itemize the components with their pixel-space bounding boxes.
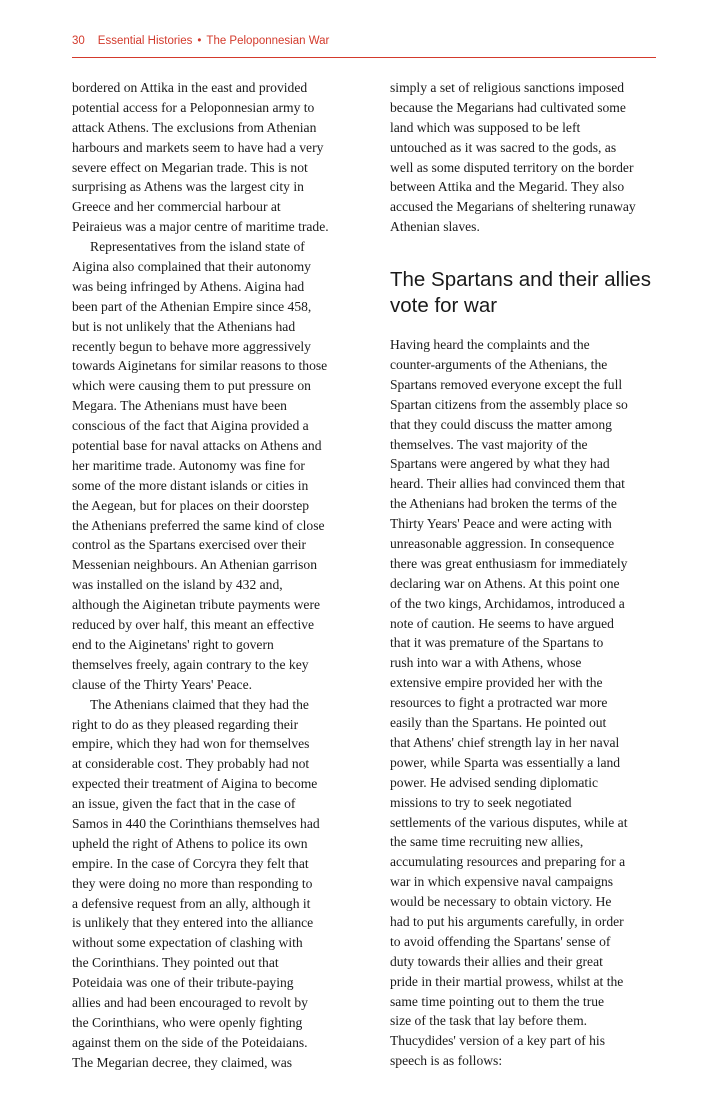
text-line: against them on the side of the Poteidaians. — [72, 1034, 308, 1050]
text-line: power. He advised sending diplomatic — [390, 774, 599, 790]
header-rule — [72, 57, 656, 58]
text-line: Aigina also complained that their autonomy — [72, 259, 311, 275]
text-line: Spartan citizens from the assembly place so — [390, 396, 628, 412]
book-title: The Peloponnesian War — [206, 35, 330, 47]
text-line: size of the task that lay before them. — [390, 1013, 588, 1029]
paragraph-start-line: Representatives from the island state of — [90, 239, 305, 255]
text-line: some of the more distant islands or cities in — [72, 477, 309, 493]
text-line: the Athenians had broken the terms of the — [390, 496, 617, 512]
text-line: potential access for a Peloponnesian army to — [72, 99, 315, 115]
text-line: power, while Sparta was essentially a land — [390, 754, 621, 770]
text-line: was being infringed by Athens. Aigina had — [72, 278, 305, 294]
text-line: expected their treatment of Aigina to become — [72, 776, 318, 792]
text-line: had to put his arguments carefully, in order — [390, 913, 624, 929]
text-line: the Athenians preferred the same kind of close — [72, 517, 325, 533]
text-line: severe effect on Megarian trade. This is not — [72, 159, 308, 175]
text-line: control as the Spartans exercised over their — [72, 537, 307, 553]
text-line: accumulating resources and preparing for a — [390, 854, 626, 870]
text-line: speech is as follows: — [390, 1053, 503, 1069]
text-line: missions to try to seek negotiated — [390, 794, 572, 810]
text-line: right to do as they pleased regarding their — [72, 716, 299, 732]
text-line: Greece and her commercial harbour at — [72, 199, 281, 215]
text-line: but is not unlikely that the Athenians had — [72, 318, 296, 334]
text-line: a defensive request from an ally, although it — [72, 895, 311, 911]
text-line: that they could discuss the matter among — [390, 416, 612, 432]
text-line: harbours and markets seem to have had a very — [72, 139, 324, 155]
text-line: Spartans were angered by what they had — [390, 456, 610, 472]
text-line: the Corinthians, who were openly fighting — [72, 1014, 303, 1030]
text-line: accused the Megarians of sheltering runaway — [390, 199, 636, 215]
text-line: the Aegean, but for places on their doorstep — [72, 497, 310, 513]
text-line: land which was supposed to be left — [390, 119, 581, 135]
text-line: because the Megarians had cultivated some — [390, 99, 626, 115]
text-line: Peiraieus was a major centre of maritime trade. — [72, 219, 329, 235]
text-line: Athenian slaves. — [390, 219, 480, 235]
section-heading-line: vote for war — [390, 294, 498, 318]
text-line: her maritime trade. Autonomy was fine for — [72, 457, 305, 473]
text-line: same time pointing out to them the true — [390, 993, 605, 1009]
text-line: between Attika and the Megarid. They also — [390, 179, 625, 195]
text-line: empire, which they had won for themselves — [72, 736, 310, 752]
text-line: duty towards their allies and their great — [390, 953, 603, 969]
text-line: themselves. The vast majority of the — [390, 436, 588, 452]
text-line: upheld the right of Athens to police its own — [72, 835, 308, 851]
text-line: unreasonable aggression. In consequence — [390, 536, 615, 552]
text-line: Poteidaia was one of their tribute-paying — [72, 975, 294, 991]
left-column — [72, 78, 364, 1073]
text-line: without some expectation of clashing with — [72, 935, 303, 951]
text-line: end to the Aiginetans' right to govern — [72, 636, 274, 652]
text-line: at considerable cost. They probably had not — [72, 756, 310, 772]
page-number: 30 — [72, 35, 85, 47]
text-line: surprising as Athens was the largest city in — [72, 179, 304, 195]
text-line: pride in their martial prowess, whilst at the — [390, 973, 624, 989]
text-line: Having heard the complaints and the — [390, 337, 590, 353]
text-line: is unlikely that they entered into the alliance — [72, 915, 314, 931]
right-column — [390, 78, 680, 1071]
text-line: rush into war a with Athens, whose — [390, 655, 582, 671]
text-line: which were causing them to put pressure on — [72, 378, 311, 394]
text-line: The Megarian decree, they claimed, was — [72, 1054, 293, 1070]
text-line: clause of the Thirty Years' Peace. — [72, 676, 252, 692]
text-line: empire. In the case of Corcyra they felt that — [72, 855, 309, 871]
text-line: attack Athens. The exclusions from Athenian — [72, 119, 317, 135]
text-line: the same time recruiting new allies, — [390, 834, 584, 850]
text-line: Thucydides' version of a key part of his — [390, 1033, 605, 1049]
text-line: Spartans removed everyone except the full — [390, 376, 623, 392]
text-line: reduced by over half, this meant an effective — [72, 617, 315, 633]
text-line: settlements of the various disputes, while at — [390, 814, 628, 830]
paragraph-start-line: The Athenians claimed that they had the — [90, 696, 309, 712]
text-line: note of caution. He seems to have argued — [390, 615, 614, 631]
text-line: Thirty Years' Peace and were acting with — [390, 516, 612, 532]
text-line: themselves freely, again contrary to the key — [72, 656, 309, 672]
text-line: counter-arguments of the Athenians, the — [390, 357, 608, 373]
section-heading — [390, 267, 680, 319]
text-line: heard. Their allies had convinced them that — [390, 476, 625, 492]
text-line: Megara. The Athenians must have been — [72, 398, 287, 414]
text-line: an issue, given the fact that in the case of — [72, 796, 296, 812]
bullet-separator: • — [197, 35, 202, 47]
text-line: extensive empire provided her with the — [390, 675, 603, 691]
running-head — [72, 35, 329, 47]
text-line: war in which expensive naval campaigns — [390, 874, 614, 890]
text-line: Samos in 440 the Corinthians themselves had — [72, 815, 320, 831]
text-line: would be necessary to obtain victory. He — [390, 894, 612, 910]
text-line: been part of the Athenian Empire since 458, — [72, 298, 312, 314]
text-line: there was great enthusiasm for immediately — [390, 555, 628, 571]
text-line: potential base for naval attacks on Athens and — [72, 438, 322, 454]
text-line: easily than the Spartans. He pointed out — [390, 715, 607, 731]
text-line: allies and had been encouraged to revolt by — [72, 994, 308, 1010]
text-line: that Athens' chief strength lay in her naval — [390, 734, 620, 750]
text-line: that it was premature of the Spartans to — [390, 635, 604, 651]
text-line: although the Aiginetan tribute payments were — [72, 597, 321, 613]
text-line: towards Aiginetans for similar reasons to those — [72, 358, 328, 374]
text-line: of the two kings, Archidamos, introduced a — [390, 595, 625, 611]
text-line: resources to fight a protracted war more — [390, 695, 608, 711]
series-title: Essential Histories — [97, 35, 193, 47]
text-line: bordered on Attika in the east and provided — [72, 80, 308, 95]
text-line: declaring war on Athens. At this point one — [390, 575, 620, 591]
section-heading-line: The Spartans and their allies — [390, 268, 651, 292]
text-line: the Corinthians. They pointed out that — [72, 955, 279, 971]
text-line: to avoid offending the Spartans' sense of — [390, 933, 611, 949]
text-line: simply a set of religious sanctions imposed — [390, 80, 625, 95]
text-line: well as some disputed territory on the border — [390, 159, 634, 175]
text-line: was installed on the island by 432 and, — [72, 577, 283, 593]
text-line: they were doing no more than responding to — [72, 875, 313, 891]
text-line: Messenian neighbours. An Athenian garrison — [72, 557, 318, 573]
text-line: conscious of the fact that Aigina provided a — [72, 418, 309, 434]
text-line: untouched as it was sacred to the gods, as — [390, 139, 617, 155]
text-line: recently begun to behave more aggressively — [72, 338, 311, 354]
